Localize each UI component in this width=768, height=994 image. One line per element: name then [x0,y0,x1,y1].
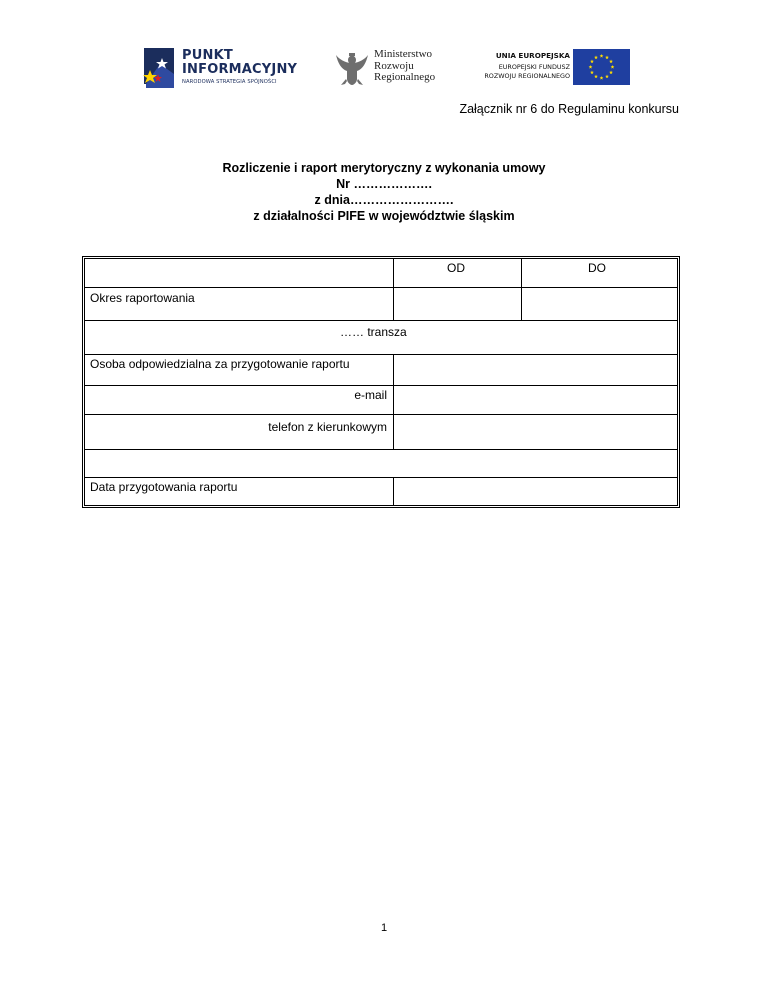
period-label: Okres raportowania [90,291,195,305]
responsible-person-label: Osoba odpowiedzialna za przygotowanie raportu [90,357,350,371]
document-title [0,160,768,224]
eu-logo-line2: EUROPEJSKI FUNDUSZ [498,63,570,71]
title-line4: z działalności PIFE w województwie śląskim [253,209,515,223]
polish-eagle-icon [335,51,369,87]
date-field[interactable] [394,478,677,505]
eu-logo-line1: UNIA EUROPEJSKA [495,51,570,60]
eu-star-icon [600,76,604,80]
punkt-logo-line3: NARODOWA STRATEGIA SPÓJNOŚCI [182,79,277,85]
punkt-informacyjny-logo [140,44,300,90]
ministry-line2: Rozwoju [374,59,414,72]
ministry-logo [335,49,445,89]
period-from-field[interactable] [394,288,521,320]
punkt-logo-line1: PUNKT [182,48,233,63]
attachment-note: Załącznik nr 6 do Regulaminu konkursu [459,102,679,116]
eu-star-icon [590,60,594,64]
date-label: Data przygotowania raportu [90,480,238,494]
email-field[interactable] [394,386,677,414]
punkt-logo-line2: INFORMACYJNY [182,62,298,77]
tranche-field[interactable] [85,321,677,354]
punkt-informacyjny-emblem-icon [140,44,178,90]
column-od-header: OD [447,261,465,275]
period-to-field[interactable] [522,288,677,320]
eu-logo [470,49,630,85]
ministry-line3: Regionalnego [374,71,436,83]
phone-label: telefon z kierunkowym [268,420,387,434]
eu-star-icon [605,55,609,59]
eu-star-icon [594,75,598,79]
eu-flag-icon [573,49,630,85]
eu-star-icon [609,60,613,64]
eu-star-icon [605,75,609,79]
responsible-person-field[interactable] [394,355,677,385]
eu-logo-line3: ROZWOJU REGIONALNEGO [484,72,570,80]
tranche-label: …… transza [340,325,407,339]
page-number: 1 [380,922,388,934]
report-form-table [82,256,680,508]
eu-star-icon [609,71,613,75]
eu-star-icon [611,65,615,69]
eu-star-icon [589,65,593,69]
eu-star-icon [590,71,594,75]
email-label: e-mail [354,388,387,402]
title-line2: Nr ………………. [336,177,432,191]
ministry-line1: Ministerstwo [374,48,433,60]
eu-star-icon [594,55,598,59]
column-do-header: DO [588,261,606,275]
ministry-name [374,49,435,84]
title-line1: Rozliczenie i raport merytoryczny z wykonania umowy [222,161,546,175]
phone-field[interactable] [394,415,677,449]
eu-star-icon [600,54,604,58]
title-line3: z dnia……………………. [314,193,454,207]
